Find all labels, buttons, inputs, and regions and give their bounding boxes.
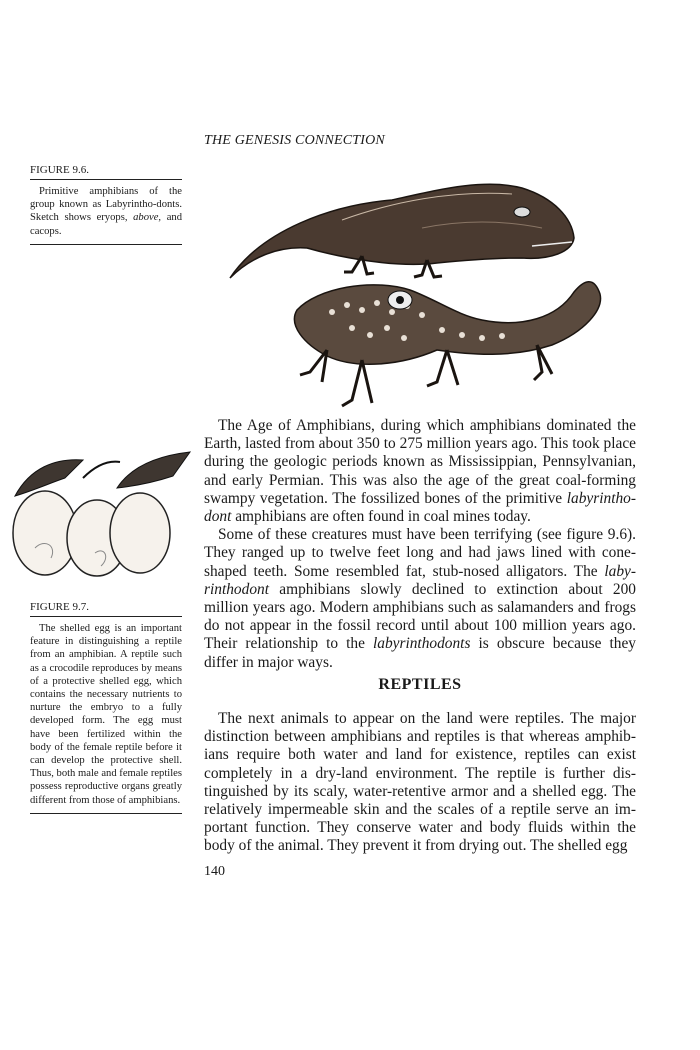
page-number: 140 <box>204 864 225 879</box>
paragraph-reptiles: The next animals to appear on the land were reptiles. The major distinction between amphibians and reptiles is that whereas amphib-ians require both water and land for existence, reptiles can exist completely in a dry-land environment. The reptile is further dis-tinguished by its scaly, water-retentive armor and a shelled egg. The relatively impermeable skin and the scales of a reptile serve an im-portant function. They conserve water and body fluids within the body of the animal. They prevent it from drying out. The shelled egg <box>204 710 636 855</box>
paragraph-text: Some of these creatures must have been terrifying (see figure 9.6). They ranged up to twelve feet long and had jaws lined with cone-shaped teeth. Some resembled fat, stub-nosed alligators. The <box>204 526 636 580</box>
figure-9-7-caption-block <box>30 601 182 814</box>
cacops-drawing <box>294 282 600 406</box>
labyrinthodont-illustration <box>222 160 612 415</box>
italic-term: laby-rinthodont <box>204 562 636 598</box>
section-heading-reptiles: REPTILES <box>378 676 462 693</box>
figure-9-6-caption <box>30 185 182 245</box>
eryops-drawing <box>230 184 574 278</box>
caption-emphasis: above, <box>133 212 162 224</box>
figure-9-6-caption-block <box>30 164 182 245</box>
running-head: THE GENESIS CONNECTION <box>204 133 385 148</box>
italic-term: labyrintho-dont <box>204 489 636 526</box>
paragraph-text: is obscure because they differ in major ways. <box>204 635 636 671</box>
hatching-crocodile-eggs-illustration <box>5 438 193 578</box>
italic-term: labyrinthodonts <box>372 635 471 653</box>
caption-text: and cacops. <box>30 212 182 237</box>
paragraph-text: The Age of Amphibians, during which amphibians dominated the Earth, lasted from about 350 to 275 million years ago. This took place during the geologic periods known as Mississippian, Pennsylvanian, and early Permian. This was also the age of the great coal-forming swampy vegetation. The fossilized bones of the primitive <box>204 417 636 507</box>
paragraph-age-of-amphibians <box>204 417 636 526</box>
paragraph-text: amphibians slowly declined to extinction about 200 million years ago. Modern amphibians such as salamanders and frogs do not appear in the fossil record until about 100 million years ago. Their relationship to the <box>204 580 636 653</box>
figure-9-7-caption: The shelled egg is an important feature in distinguishing a reptile from an amphibian. A reptile such as a crocodile reproduces by means of a protective shelled egg, which contains the necessary nutrients to nurture the embryo to a fully developed form. The egg must have been fertilized within the body of the female reptile before it can develop the protective shell. Thus, both male and female reptiles possess reproductive organs greatly different from those of amphibians. <box>30 622 182 814</box>
main-body-text <box>204 417 636 672</box>
paragraph-text: amphibians are often found in coal mines today. <box>231 508 531 526</box>
caption-text: Primitive amphibians of the group known as Labyrintho-donts. Sketch shows eryops, <box>30 186 182 224</box>
figure-9-6-label: FIGURE 9.6. <box>30 164 182 180</box>
reptiles-body-text <box>204 710 636 856</box>
figure-9-7-label: FIGURE 9.7. <box>30 601 182 617</box>
paragraph-terrifying-creatures <box>204 526 636 672</box>
